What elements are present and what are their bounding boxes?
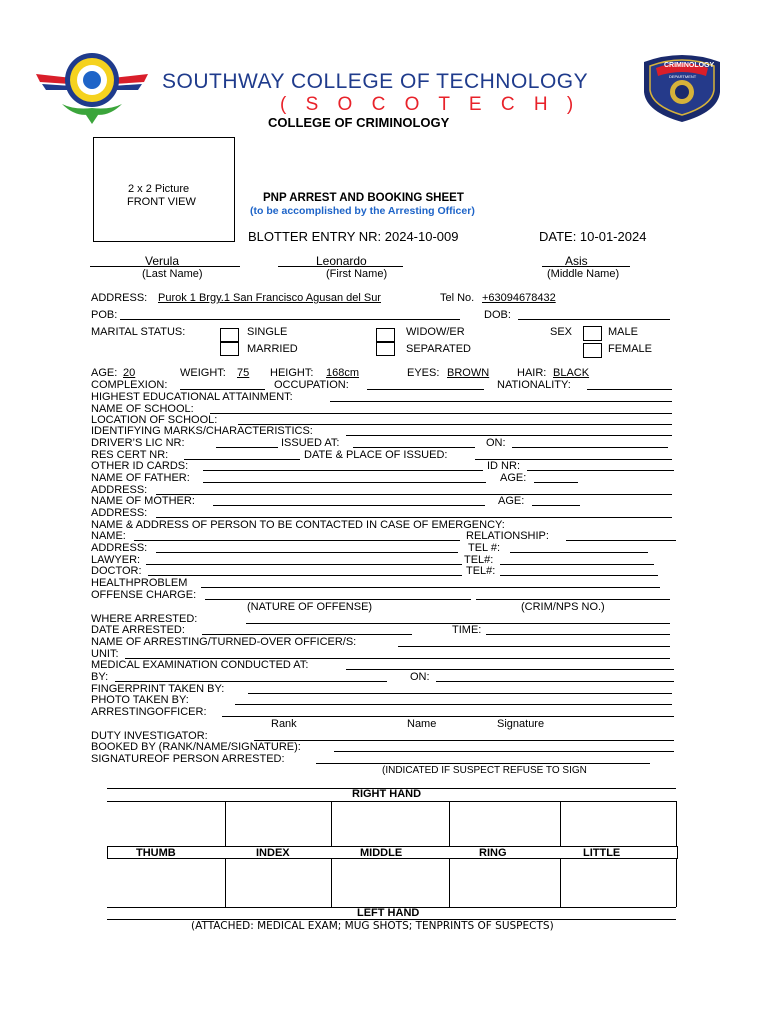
index-label: INDEX <box>256 847 290 859</box>
officers-field[interactable] <box>398 636 670 647</box>
signature-arrested-field[interactable] <box>316 753 650 764</box>
refuse-note: (INDICATED IF SUSPECT REFUSE TO SIGN <box>382 765 587 776</box>
school-label: NAME OF SCHOOL: <box>91 403 194 415</box>
unit-label: UNIT: <box>91 648 119 660</box>
sheet-date: DATE: 10-01-2024 <box>539 229 647 244</box>
date-place-field[interactable] <box>475 449 672 460</box>
contact-tel-label: TEL #: <box>468 542 500 554</box>
address-label: ADDRESS: <box>91 292 148 304</box>
by-label: BY: <box>91 671 109 683</box>
license-label: DRIVER’S LIC NR: <box>91 437 185 449</box>
female-checkbox[interactable] <box>583 343 602 358</box>
attached-note: (ATTACHED: MEDICAL EXAM; MUG SHOTS; TENPRINTS OF SUSPECTS) <box>191 920 554 932</box>
nature-caption: (NATURE OF OFFENSE) <box>247 601 373 613</box>
contact-address-label: ADDRESS: <box>91 542 148 554</box>
doctor-field[interactable] <box>148 565 462 576</box>
medical-label: MEDICAL EXAMINATION CONDUCTED AT: <box>91 659 309 671</box>
college-title: SOUTHWAY COLLEGE OF TECHNOLOGY <box>162 70 589 93</box>
by-on-field[interactable] <box>436 671 674 682</box>
mother-address-field[interactable] <box>156 507 672 518</box>
address-value: Purok 1 Brgy.1 San Francisco Agusan del Sur <box>158 292 381 304</box>
issued-at-field[interactable] <box>353 437 475 448</box>
pob-field[interactable] <box>120 309 460 320</box>
middle-name-value: Asis <box>565 254 588 268</box>
other-id-label: OTHER ID CARDS: <box>91 460 189 472</box>
last-name-caption: (Last Name) <box>142 268 203 280</box>
pob-label: POB: <box>91 309 118 321</box>
marks-label: IDENTIFYING MARKS/CHARACTERISTICS: <box>91 425 313 437</box>
father-age-field[interactable] <box>534 472 578 483</box>
single-label: SINGLE <box>247 326 288 338</box>
sheet-title: PNP ARREST AND BOOKING SHEET <box>263 192 464 204</box>
complexion-field[interactable] <box>180 379 265 390</box>
male-label: MALE <box>608 326 638 338</box>
mother-age-field[interactable] <box>532 495 580 506</box>
fingerprint-field[interactable] <box>248 683 672 694</box>
right-hand-label: RIGHT HAND <box>352 788 422 800</box>
sheet-subtitle: (to be accomplished by the Arresting Officer) <box>250 205 475 217</box>
tel-value: +63094678432 <box>482 292 556 304</box>
female-label: FEMALE <box>608 343 653 355</box>
father-label: NAME OF FATHER: <box>91 472 190 484</box>
thumb-label: THUMB <box>136 847 176 859</box>
education-field[interactable] <box>330 391 672 402</box>
weight-value: 75 <box>237 367 250 379</box>
left-hand-prints <box>225 859 676 907</box>
eyes-label: EYES: <box>407 367 440 379</box>
officers-label: NAME OF ARRESTING/TURNED-OVER OFFICER/S: <box>91 636 357 648</box>
rank-caption: Rank <box>271 718 297 730</box>
father-address-field[interactable] <box>156 484 672 495</box>
eyes-value: BROWN <box>447 367 490 379</box>
duty-investigator-label: DUTY INVESTIGATOR: <box>91 730 208 742</box>
contact-tel-field[interactable] <box>510 542 648 553</box>
offense-label: OFFENSE CHARGE: <box>91 589 197 601</box>
duty-investigator-field[interactable] <box>254 730 674 741</box>
license-on-label: ON: <box>486 437 506 449</box>
nationality-label: NATIONALITY: <box>497 379 571 391</box>
department-title: COLLEGE OF CRIMINOLOGY <box>268 115 450 130</box>
middle-name-caption: (Middle Name) <box>547 268 620 280</box>
college-acronym: ( S O C O T E C H ) <box>280 94 581 115</box>
married-label: MARRIED <box>247 343 298 355</box>
right-hand-prints <box>225 801 676 847</box>
photo-box <box>93 137 235 242</box>
by-on-label: ON: <box>410 671 430 683</box>
license-on-field[interactable] <box>512 437 668 448</box>
photo-box-line1: 2 x 2 Picture <box>128 183 190 195</box>
nationality-field[interactable] <box>587 379 672 390</box>
middle-label: MIDDLE <box>360 847 403 859</box>
little-label: LITTLE <box>583 847 621 859</box>
contact-name-field[interactable] <box>134 530 460 541</box>
mother-field[interactable] <box>213 495 485 506</box>
time-label: TIME: <box>452 624 482 636</box>
criminology-badge <box>640 52 724 122</box>
male-checkbox[interactable] <box>583 326 602 341</box>
relationship-field[interactable] <box>566 530 676 541</box>
contact-name-label: NAME: <box>91 530 126 542</box>
unit-field[interactable] <box>125 648 670 659</box>
offense-field[interactable] <box>205 589 471 600</box>
father-field[interactable] <box>203 472 486 483</box>
lawyer-tel-field[interactable] <box>500 554 654 565</box>
first-name-caption: (First Name) <box>326 268 388 280</box>
health-label: HEALTHPROBLEM <box>91 577 188 589</box>
badge-label: CRIMINOLOGY <box>664 62 715 69</box>
last-name-value: Verula <box>145 254 180 268</box>
crim-field[interactable] <box>476 589 670 600</box>
res-cert-label: RES CERT NR: <box>91 449 169 461</box>
booked-by-label: BOOKED BY (RANK/NAME/SIGNATURE): <box>91 741 301 753</box>
fingerprint-label: FINGERPRINT TAKEN BY: <box>91 683 225 695</box>
height-label: HEIGHT: <box>270 367 314 379</box>
where-label: WHERE ARRESTED: <box>91 613 198 625</box>
photo-taken-field[interactable] <box>235 694 672 705</box>
father-address-label: ADDRESS: <box>91 484 148 496</box>
complexion-label: COMPLEXION: <box>91 379 168 391</box>
age-value: 20 <box>123 367 136 379</box>
arresting-officer-label: ARRESTINGOFFICER: <box>91 706 207 718</box>
hair-label: HAIR: <box>517 367 547 379</box>
blotter-entry: BLOTTER ENTRY NR: 2024-10-009 <box>248 229 459 244</box>
badge-sublabel: DEPARTMENT <box>669 74 697 79</box>
marital-label: MARITAL STATUS: <box>91 326 186 338</box>
age-label: AGE: <box>91 367 118 379</box>
booked-by-field[interactable] <box>334 741 674 752</box>
photo-box-line2: FRONT VIEW <box>127 196 196 208</box>
signature-arrested-label: SIGNATUREOF PERSON ARRESTED: <box>91 753 285 765</box>
id-nr-label: ID NR: <box>487 460 520 472</box>
lawyer-tel-label: TEL#: <box>464 554 494 566</box>
res-cert-field[interactable] <box>184 449 300 460</box>
ring-label: RING <box>479 847 507 859</box>
first-name-value: Leonardo <box>316 254 367 268</box>
id-nr-field[interactable] <box>527 460 674 471</box>
doctor-tel-label: TEL#: <box>466 565 496 577</box>
occupation-label: OCCUPATION: <box>274 379 349 391</box>
married-checkbox[interactable] <box>220 341 239 356</box>
school-location-field[interactable] <box>238 414 672 425</box>
sex-label: SEX <box>550 326 573 338</box>
lawyer-field[interactable] <box>146 554 462 565</box>
widow-label: WIDOW/ER <box>406 326 465 338</box>
doctor-tel-field[interactable] <box>500 565 658 576</box>
height-value: 168cm <box>326 367 360 379</box>
date-arrested-field[interactable] <box>202 624 412 635</box>
college-logo <box>32 44 152 126</box>
school-location-label: LOCATION OF SCHOOL: <box>91 414 218 426</box>
signature-caption: Signature <box>497 718 545 730</box>
hair-value: BLACK <box>553 367 590 379</box>
where-field[interactable] <box>246 613 670 624</box>
separated-label: SEPARATED <box>406 343 471 355</box>
issued-at-label: ISSUED AT: <box>281 437 340 449</box>
date-place-label: DATE & PLACE OF ISSUED: <box>304 449 448 461</box>
doctor-label: DOCTOR: <box>91 565 142 577</box>
photo-taken-label: PHOTO TAKEN BY: <box>91 694 189 706</box>
name-caption: Name <box>407 718 437 730</box>
other-id-field[interactable] <box>203 460 483 471</box>
license-field[interactable] <box>216 437 278 448</box>
time-field[interactable] <box>486 624 670 635</box>
contact-address-field[interactable] <box>156 542 458 553</box>
dob-label: DOB: <box>484 309 511 321</box>
mother-label: NAME OF MOTHER: <box>91 495 195 507</box>
occupation-field[interactable] <box>367 379 484 390</box>
lawyer-label: LAWYER: <box>91 554 141 566</box>
school-field[interactable] <box>210 403 672 414</box>
mother-address-label: ADDRESS: <box>91 507 148 519</box>
relationship-label: RELATIONSHIP: <box>466 530 549 542</box>
arresting-officer-field[interactable] <box>222 706 674 717</box>
marks-field[interactable] <box>346 425 672 436</box>
mother-age-label: AGE: <box>498 495 525 507</box>
date-arrested-label: DATE ARRESTED: <box>91 624 185 636</box>
by-field[interactable] <box>115 671 387 682</box>
health-field[interactable] <box>201 577 660 588</box>
left-hand-label: LEFT HAND <box>357 907 420 919</box>
weight-label: WEIGHT: <box>180 367 226 379</box>
emergency-label: NAME & ADDRESS OF PERSON TO BE CONTACTED IN CASE OF EMERGENCY: <box>91 519 505 531</box>
crim-caption: (CRIM/NPS NO.) <box>521 601 605 613</box>
education-label: HIGHEST EDUCATIONAL ATTAINMENT: <box>91 391 293 403</box>
father-age-label: AGE: <box>500 472 527 484</box>
tel-label: Tel No. <box>440 292 475 304</box>
separated-checkbox[interactable] <box>376 341 395 356</box>
medical-field[interactable] <box>346 659 674 670</box>
dob-field[interactable] <box>518 309 670 320</box>
